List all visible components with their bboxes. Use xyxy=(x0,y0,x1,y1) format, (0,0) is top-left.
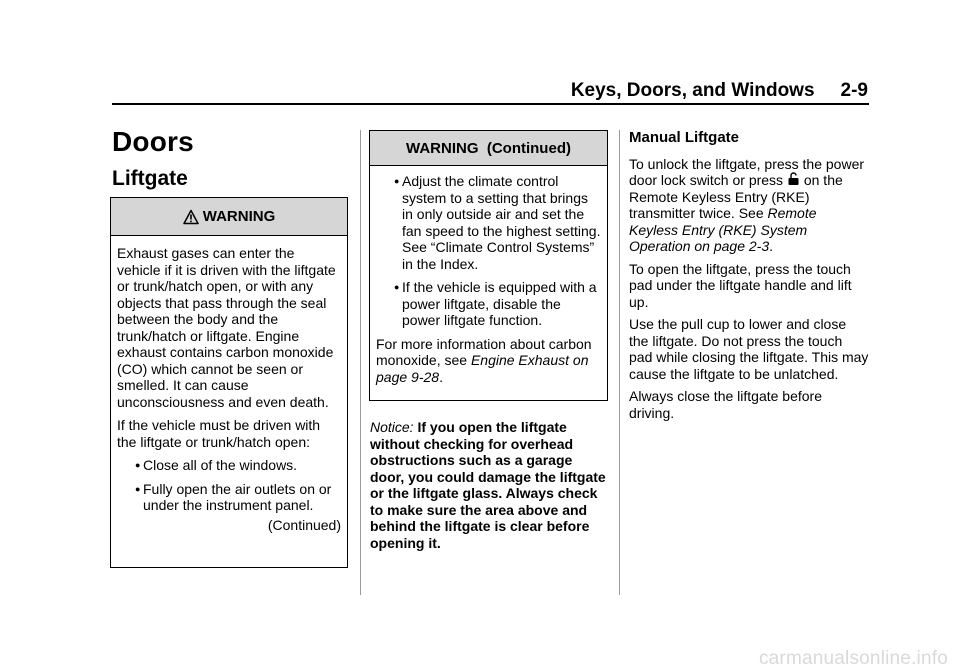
notice-text: If you open the liftgate without checking for overhead obstructions such as a garage door, you could damage the liftgate or the liftgate glass. Always check to make sure the area above and behind the liftgate is clear before opening it. xyxy=(370,419,606,551)
more-info-text: For more information about carbon monoxide, see xyxy=(376,335,592,368)
warning-paragraph: Exhaust gases can enter the vehicle if it is driven with the liftgate or trunk/hatch open, or with any objects that pass through the seal between the body and the trunk/hatch or liftgate. Engine exhaust contains carbon monoxide (CO) which cannot be seen or smelled. It can cause unconsciousness and even death. xyxy=(117,245,336,410)
paragraph: To open the liftgate, press the touch pad under the liftgate handle and lift up. xyxy=(629,260,852,310)
list-item-text: Fully open the air outlets on or under the instrument panel. xyxy=(143,480,332,513)
bullet-icon: ● xyxy=(135,460,141,470)
warning-body xyxy=(370,166,607,385)
bullet-icon: ● xyxy=(394,176,400,186)
notice-label: Notice: xyxy=(370,419,414,435)
section-title: Keys, Doors, and Windows xyxy=(570,80,815,101)
manual-liftgate-section xyxy=(629,130,869,427)
list-item-text: Adjust the climate control system to a setting that brings in only outside air and set the fan speed to the highest setting. See “Climate Control Systems” in the Index. xyxy=(402,173,601,272)
bullet-icon: ● xyxy=(394,282,400,292)
list-item xyxy=(117,457,341,474)
warning-title: WARNING xyxy=(202,208,276,225)
heading-liftgate: Liftgate xyxy=(112,167,188,190)
continued-label: (Continued) xyxy=(267,516,341,533)
warning-header xyxy=(111,198,347,236)
key-fob-unlock-icon xyxy=(787,172,800,186)
punctuation: . xyxy=(769,238,773,254)
running-header xyxy=(112,80,868,102)
notice-paragraph xyxy=(370,419,610,551)
list-item xyxy=(376,173,601,272)
warning-box-continued xyxy=(369,130,608,401)
column-divider-2 xyxy=(619,130,620,595)
paragraph: Use the pull cup to lower and close the liftgate. Do not press the touch pad while closing the liftgate. This may cause the liftgate to be unlatched. xyxy=(629,316,869,382)
page-number: 2-9 xyxy=(840,80,868,101)
warning-body xyxy=(111,236,347,533)
warning-triangle-icon xyxy=(183,209,199,225)
cross-reference-link[interactable]: Remote Keyless Entry (RKE) System Operation on page 2‑3 xyxy=(629,205,817,254)
watermark: carmanualsonline.info xyxy=(758,648,948,669)
paragraph: Always close the liftgate before driving. xyxy=(629,388,822,421)
paragraph xyxy=(629,156,869,255)
list-item-text: Close all of the windows. xyxy=(143,457,298,473)
column-divider-1 xyxy=(360,130,361,595)
warning-paragraph: If the vehicle must be driven with the liftgate or trunk/hatch open: xyxy=(117,417,321,450)
heading-manual-liftgate: Manual Liftgate xyxy=(629,129,740,146)
warning-title: WARNING (Continued) xyxy=(406,139,571,157)
punctuation: . xyxy=(439,368,443,385)
warning-header xyxy=(370,131,607,166)
cross-reference-link[interactable]: Engine Exhaust on page 9‑28 xyxy=(376,352,589,385)
warning-bullet-list xyxy=(117,457,341,514)
list-item xyxy=(376,279,601,329)
list-item xyxy=(117,481,341,514)
paragraph-text: To unlock the liftgate, press the power door lock switch or press xyxy=(629,155,865,188)
heading-doors: Doors xyxy=(112,126,194,157)
more-info-paragraph xyxy=(376,336,601,386)
warning-box xyxy=(110,197,348,568)
header-rule xyxy=(112,103,869,105)
bullet-icon: ● xyxy=(135,483,141,494)
paragraph-text: on the Remote Keyless Entry (RKE) transmitter twice. See xyxy=(629,172,843,221)
warning-bullet-list xyxy=(376,173,601,329)
list-item-text: If the vehicle is equipped with a power liftgate, disable the power liftgate function. xyxy=(402,279,597,328)
